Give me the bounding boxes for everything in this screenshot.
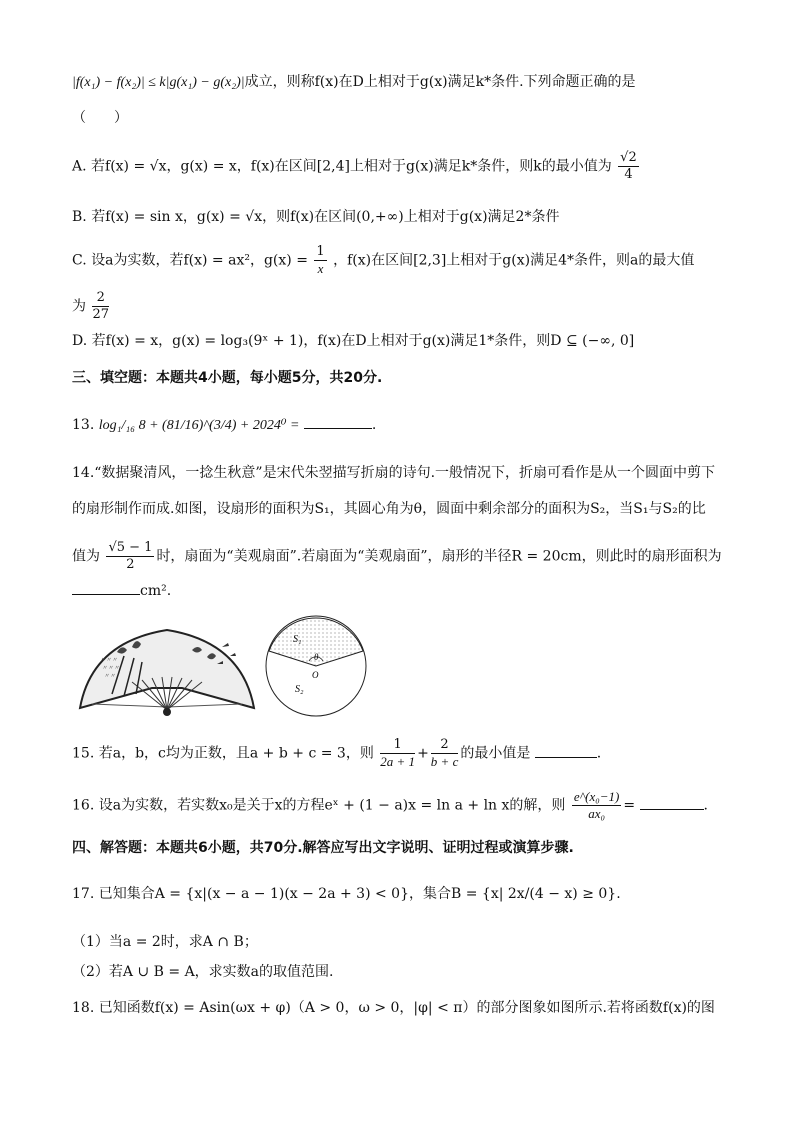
option-c-cont: 为 (72, 298, 86, 315)
sector-s1-label: S₁ (293, 634, 302, 645)
folding-fan-illustration (72, 612, 262, 722)
option-c-g-fraction (314, 244, 326, 277)
q14-text-1: “数据聚清风，一捻生秋意”是宋代朱翌描写折扇的诗句.一般情况下，折扇可看作是从一个圆面中剪下 (94, 465, 716, 481)
option-c-g-den: x (317, 261, 324, 276)
q12-option-d (72, 331, 634, 351)
q15-f2-num: 2 (431, 737, 459, 754)
q18-number: 18. (72, 1000, 95, 1016)
option-b-label: B. (72, 209, 87, 225)
option-c-answer-num: 2 (92, 290, 109, 307)
option-d-label: D. (72, 333, 88, 349)
option-c-label: C. (72, 252, 87, 269)
svg-text:〃〃: 〃〃 (104, 673, 117, 680)
q13-tail: . (371, 417, 377, 433)
q17-part-2: （2）若A ∪ B = A，求实数a的取值范围. (72, 964, 334, 980)
q16-tail: . (703, 797, 708, 814)
q16-pre: 设a为实数，若实数x₀是关于x的方程eˣ + (1 − a)x = ln a + ln x的解，则 (98, 797, 566, 814)
q18-text: 已知函数f(x) = Asin(ωx + φ)（A > 0，ω > 0，|φ| < π）的部分图象如图所示.若将函数f(x)的图 (98, 1000, 715, 1016)
option-a-text: 若f(x) = √x，g(x) = x，f(x)在区间[2,4]上相对于g(x)满足k*条件，则k的最小值为 (91, 158, 612, 175)
q14-number: 14. (72, 465, 95, 481)
q15-pre: 若a，b，c均为正数，且a + b + c = 3，则 (98, 745, 374, 762)
q15 (72, 737, 601, 770)
sector-s2-label: S₂ (295, 684, 304, 695)
q13-expression: log₁/₁₆ 8 + (81/16)^(3/4) + 2024⁰ = (98, 418, 300, 433)
q14-line-2: 的扇形制作而成.如图，设扇形的面积为S₁，其圆心角为θ，圆面中剩余部分的面积为S₂，当S₁与S₂的比 (72, 501, 706, 517)
q14-ratio-num: √5 − 1 (108, 540, 153, 555)
option-d-text: 若f(x) = x，g(x) = log₃(9ˣ + 1)，f(x)在D上相对于g(x)满足1*条件，则D ⊆ (−∞, 0] (91, 333, 635, 349)
option-c-pre: 设a为实数，若f(x) = ax²，g(x) = (91, 252, 308, 269)
option-c-answer-den: 27 (92, 307, 109, 322)
q17-text: 已知集合A = {x|(x − a − 1)(x − 2a + 3) < 0}，集合B = {x| 2x/(4 − x) ≥ 0}. (98, 886, 621, 902)
q13 (72, 414, 376, 436)
q15-f2-den: b + c (430, 754, 459, 769)
q15-plus: + (417, 745, 429, 762)
option-a-label: A. (72, 158, 87, 175)
q14-text-3-pre: 值为 (72, 548, 100, 565)
q14-ratio-fraction (106, 540, 154, 573)
q16-eq: = (623, 797, 636, 814)
q14-line-1 (72, 463, 715, 483)
option-a-num: √2 (620, 150, 637, 165)
q12-answer-paren: （ ） (72, 110, 128, 126)
q12-option-b (72, 207, 559, 227)
q12-option-c (72, 244, 694, 277)
q14-line-3 (72, 540, 722, 573)
q17 (72, 884, 621, 904)
q14-unit: cm². (140, 583, 172, 599)
q15-fraction-2 (431, 737, 459, 770)
q12-option-c-cont (72, 290, 111, 323)
q16-num: e^(x₀−1) (573, 789, 620, 804)
q16-answer-blank[interactable] (640, 795, 704, 810)
q13-answer-blank[interactable] (304, 414, 372, 429)
option-a-fraction (618, 150, 639, 183)
q14-answer-blank[interactable] (72, 580, 140, 595)
q16 (72, 789, 708, 822)
q15-f1-num: 1 (380, 737, 415, 754)
svg-text:〃〃〃: 〃〃〃 (102, 665, 121, 672)
q18 (72, 998, 715, 1018)
svg-text:〃〃〃: 〃〃〃 (100, 657, 119, 664)
option-c-mid: ，f(x)在区间[2,3]上相对于g(x)满足4*条件，则a的最大值 (333, 252, 695, 269)
q12-inequality: |f(x₁) − f(x₂)| ≤ k|g(x₁) − g(x₂)| (72, 75, 245, 90)
sector-center-label: O (312, 670, 319, 680)
q12-statement: 成立，则称f(x)在D上相对于g(x)满足k*条件.下列命题正确的是 (244, 74, 636, 90)
q16-fraction (572, 789, 621, 822)
q15-post: 的最小值是 (460, 745, 531, 762)
q17-number: 17. (72, 886, 95, 902)
q13-number: 13. (72, 417, 95, 433)
q17-part-1: （1）当a = 2时，求A ∩ B； (72, 934, 258, 950)
option-c-answer-fraction (92, 290, 109, 323)
q15-tail: . (596, 745, 602, 762)
q14-ratio-den: 2 (126, 557, 135, 572)
q15-f1-den: 2a + 1 (380, 754, 416, 769)
section-3-heading: 三、填空题：本题共4小题，每小题5分，共20分. (72, 370, 383, 386)
q12-option-a (72, 150, 641, 183)
option-c-g-num: 1 (316, 244, 325, 259)
q16-den: ax₀ (588, 806, 606, 821)
q14-text-3-post: 时，扇面为“美观扇面”.若扇面为“美观扇面”，扇形的半径R = 20cm，则此时的扇形面积为 (156, 548, 722, 565)
option-a-den: 4 (624, 167, 633, 182)
q15-number: 15. (72, 745, 95, 762)
q12-condition-line (72, 72, 636, 93)
sector-diagram (262, 612, 370, 718)
q15-answer-blank[interactable] (535, 743, 597, 758)
section-4-heading: 四、解答题：本题共6小题，共70分.解答应写出文字说明、证明过程或演算步骤. (72, 840, 574, 856)
q14-line-4 (72, 580, 171, 601)
q15-fraction-1 (380, 737, 415, 770)
sector-theta-label: θ (314, 652, 319, 662)
option-b-text: 若f(x) = sin x，g(x) = √x，则f(x)在区间(0,+∞)上相对于g(x)满足2*条件 (91, 209, 560, 225)
q16-number: 16. (72, 797, 95, 814)
